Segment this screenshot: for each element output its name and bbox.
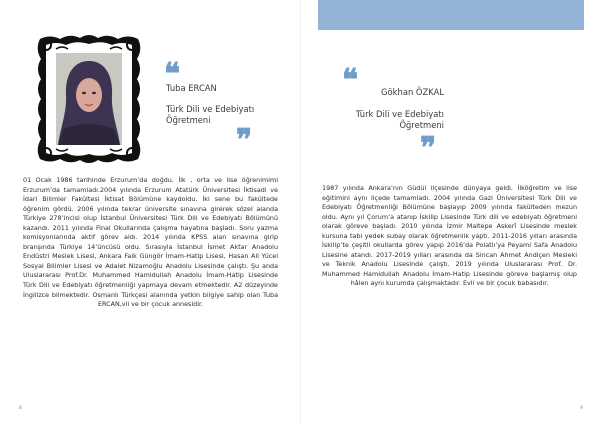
opening-quote-mark-icon: ❝ <box>342 63 356 98</box>
teacher-role: Türk Dili ve Edebiyatı Öğretmeni <box>166 104 255 125</box>
page-spread-divider <box>300 0 301 424</box>
ornamental-frame-photo <box>36 33 142 165</box>
teacher-biography: 1987 yılında Ankara’nın Güdül ilçesinde dünyaya geldi. İlköğretim ve lise eğitimini aynı ilçede tamamladı. 2004 yılında Gazi Üniversitesi Türk Dili ve Edebiyatı Öğretmenliği Bölümüne başlayıp 2009 yılında fakülteden mezun oldu. Aynı yıl Çorum’a atanıp İskilip Lisesinde Türk dili ve edebiyatı öğretmeni olarak göreve başladı. 2010 yılında İzmir Maltepe Askerî Lisesinde meslek kursuna tabi yedek subay olarak öğretmenlik yaptı. 2011-2016 yılları arasında İskilip’te çeşitli okullarda görev yapıp 2016’da Polatlı’ya Peyami Safa Anadolu Lisesine atandı. 2017-2019 yılları arasında da Sincan Ahmet Andiçen Mesleki ve Teknik Anadolu Lisesinde çalıştı. 2019 yılında Uluslararası Prof. Dr. Muhammed Hamidullah Anadolu İmam-Hatip Lisesinde göreve başlamış olup hâlen aynı kurumda çalışmaktadır. Evli ve bir çocuk babasıdır. <box>322 184 577 288</box>
teacher-role: Türk Dili ve Edebiyatı Öğretmeni <box>355 109 444 130</box>
page-number: 8 <box>19 406 22 411</box>
teacher-name: Gökhan ÖZKAL <box>381 87 444 97</box>
teacher-biography: 01 Ocak 1986 tarihinde Erzurum’da doğdu. İlk , orta ve lise öğrenimimi Erzurum’da tamamladı.2004 yılında Erzurum Atatürk Üniversitesi İktisadi ve İdari Bilimler Fakültesi İktisat Bölümüne kaydoldu. İki sene bu fakültede öğrenim gördü. 2006 yılında tekrar üniversite sınavına girerek sözel alanda Türkiye 278’incisi olup İstanbul Üniversitesi Türk Dili ve Edebiyatı Bölümünü kazandı. 2011 yılında Final Okullarında çalışma hayatına başladı. Soru yazma komisyonlarında aktif görev aldı. 2014 yılında KPSS alan sınavına girip branşında Türkiye 14’üncüsü oldu. Sırasıyla İstanbul İsmet Aktar Anadolu Endüstri Meslek Lisesi, Ankara Faik Güngör İmam-Hatip Lisesi, Hasan Ali Yücel Sosyal Bilimler Lisesi ve Adalet Nizamoğlu Anadolu Lisesinde çalıştı. Şu anda Uluslararası Prof.Dr. Muhammed Hamidullah Anadolu İmam-Hatip Lisesinde Türk Dili ve Edebiyatı öğretmenliği yapmaya devam etmektedir. A2 düzeyinde İngilizce bilmektedir. Osmanlı Türkçesi alanında yetkin bilgiye sahip olan Tuba ERCAN,vli ve bir çocuk annesidir. <box>23 176 278 309</box>
opening-quote-mark-icon: ❝ <box>164 57 178 92</box>
closing-quote-mark-icon: ❞ <box>420 131 434 166</box>
portrait-frame <box>36 33 142 165</box>
teacher-name: Tuba ERCAN <box>166 83 217 93</box>
closing-quote-mark-icon: ❞ <box>236 123 250 158</box>
top-color-band <box>318 0 584 30</box>
page-number: 9 <box>580 406 583 411</box>
